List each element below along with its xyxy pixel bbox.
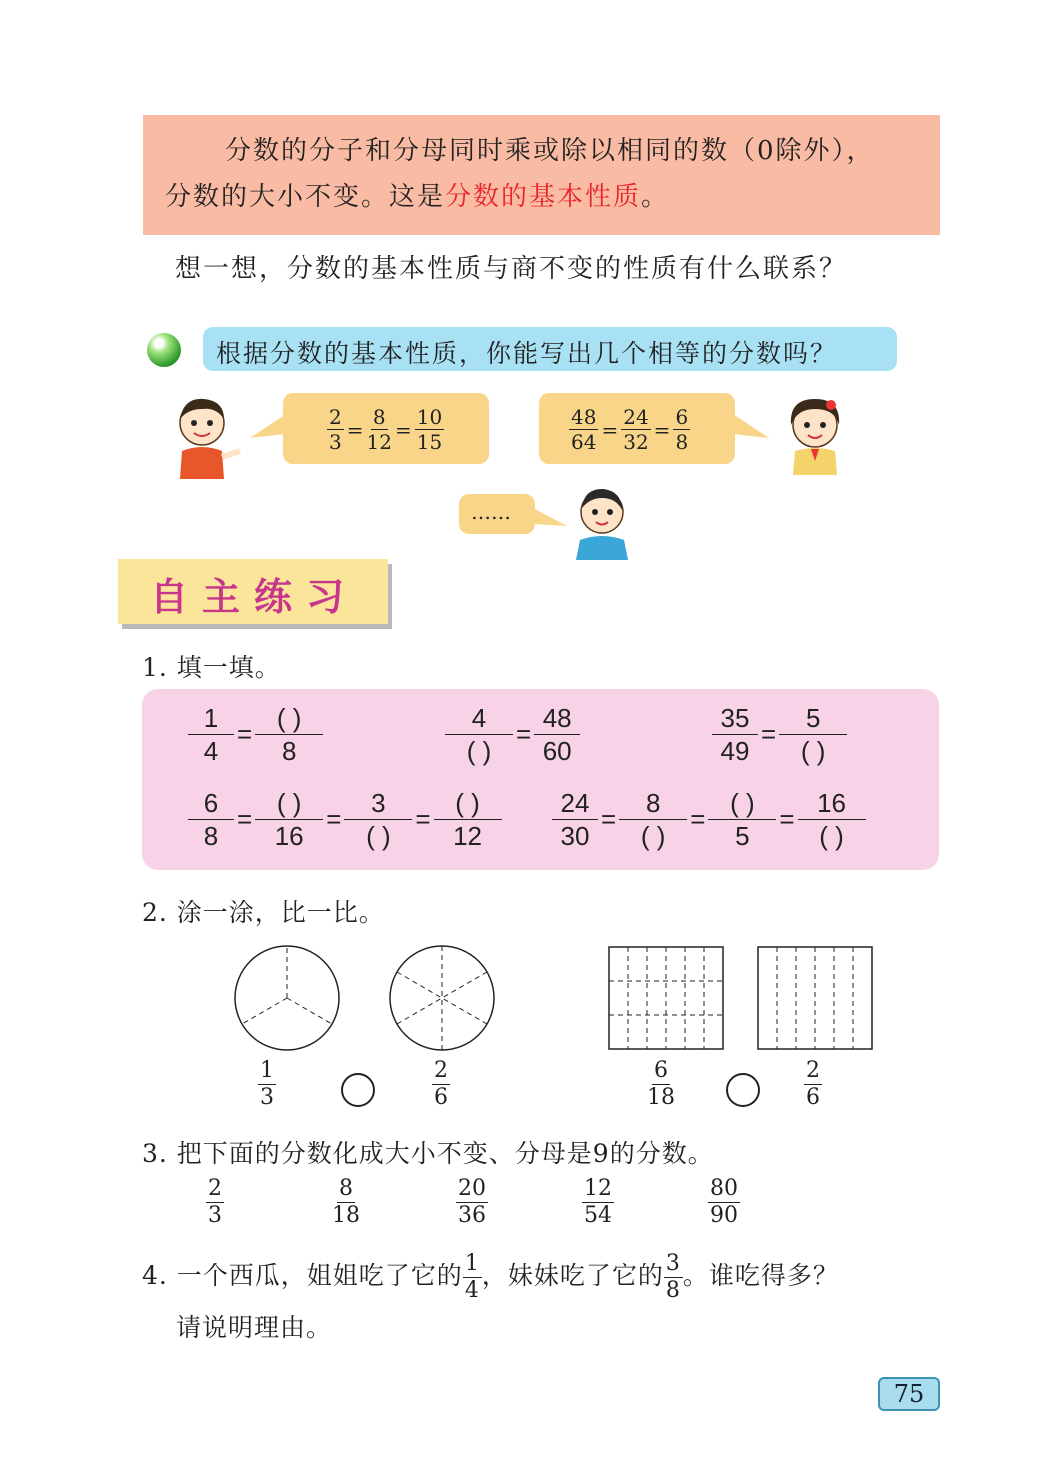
q2-frac-1: $\frac{1}{3}$	[260, 1058, 274, 1110]
rule-period: 。	[641, 182, 670, 212]
fraction: $\frac{24}{32}$	[623, 405, 649, 454]
bubble3-tail	[533, 506, 567, 530]
page-number: 75	[878, 1377, 940, 1411]
q3-frac-3: $\frac{20}{36}$	[458, 1176, 486, 1228]
q3-label: 3. 把下面的分数化成大小不变、分母是9的分数。	[142, 1139, 714, 1168]
fraction: $\frac{2}{3}$	[329, 405, 342, 454]
ellipsis-text: ……	[471, 500, 511, 524]
bubble2-tail	[733, 412, 769, 442]
section-title: 自主练习	[150, 575, 359, 619]
q4-text: 4. 一个西瓜，姐姐吃了它的 $\frac{1}{4}$ ，妹妹吃了它的 $\frac{3}{8}$ 。谁吃得多？	[142, 1251, 839, 1303]
bubble1-tail	[250, 412, 286, 442]
boy-illustration	[172, 395, 244, 479]
circle-figures	[230, 943, 500, 1055]
speech-bubble-2: $\frac{48}{64}$ = $\frac{24}{32}$ = $\frac{6}{8}$	[539, 393, 735, 464]
fraction: $\frac{48}{64}$	[571, 405, 597, 454]
fraction: $\frac{10}{15}$	[416, 405, 443, 454]
think-prompt: 想一想，分数的基本性质与商不变的性质有什么联系？	[175, 254, 848, 284]
speech-bubble-1: $\frac{2}{3}$ = $\frac{8}{12}$ = $\frac{10}{15}$	[283, 393, 489, 464]
compare-blank-1[interactable]	[341, 1073, 375, 1107]
grid-sixths	[758, 947, 872, 1049]
rule-line-2: 分数的大小不变。这是	[165, 182, 446, 212]
q2-frac-3: $\frac{6}{18}$	[647, 1058, 675, 1110]
rule-highlight: 分数的基本性质	[445, 182, 642, 212]
fraction: $\frac{8}{12}$	[366, 405, 392, 454]
rule-text	[165, 128, 925, 220]
compare-blank-2[interactable]	[726, 1073, 760, 1107]
q3-frac-2: $\frac{8}{18}$	[332, 1176, 360, 1228]
q2-frac-4: $\frac{2}{6}$	[806, 1058, 820, 1110]
q1-row1-c: $\frac{35}{49}$ = $\frac{5}{( )}$	[712, 705, 847, 764]
girl-illustration	[775, 395, 855, 475]
boy2-illustration	[570, 484, 632, 560]
q1-row2-b: $\frac{24}{30}$ = $\frac{8}{( )}$ = $\frac{( )}{5}$ = $\frac{16}{( )}$	[552, 790, 866, 849]
grid-figures	[606, 944, 874, 1052]
q3-frac-1: $\frac{2}{3}$	[208, 1176, 222, 1228]
q3-frac-4: $\frac{12}{54}$	[584, 1176, 612, 1228]
q4-line2: 请说明理由。	[176, 1313, 333, 1342]
q1-row1-a: $\frac{1}{4}$ = $\frac{( )}{8}$	[188, 705, 323, 764]
fraction: $\frac{6}{8}$	[675, 405, 689, 454]
q2-frac-2: $\frac{2}{6}$	[434, 1058, 448, 1110]
question-text: 根据分数的基本性质，你能写出几个相等的分数吗？	[216, 339, 838, 368]
q1-row1-b: $\frac{4}{( )}$ = $\frac{48}{60}$	[445, 705, 580, 764]
circle-sixths	[390, 946, 494, 1050]
green-ball-icon	[147, 333, 181, 367]
circle-thirds	[235, 946, 339, 1050]
q1-label: 1. 填一填。	[142, 653, 281, 682]
speech-bubble-3	[459, 494, 535, 534]
q1-row2-a: $\frac{6}{8}$ = $\frac{( )}{16}$ = $\frac{3}{( )}$ = $\frac{( )}{12}$	[188, 790, 502, 849]
q3-frac-5: $\frac{80}{90}$	[710, 1176, 738, 1228]
grid-eighteenths	[609, 947, 723, 1049]
q2-label: 2. 涂一涂，比一比。	[142, 898, 385, 927]
rule-line-1: 分数的分子和分母同时乘或除以相同的数（0除外），	[225, 136, 875, 166]
